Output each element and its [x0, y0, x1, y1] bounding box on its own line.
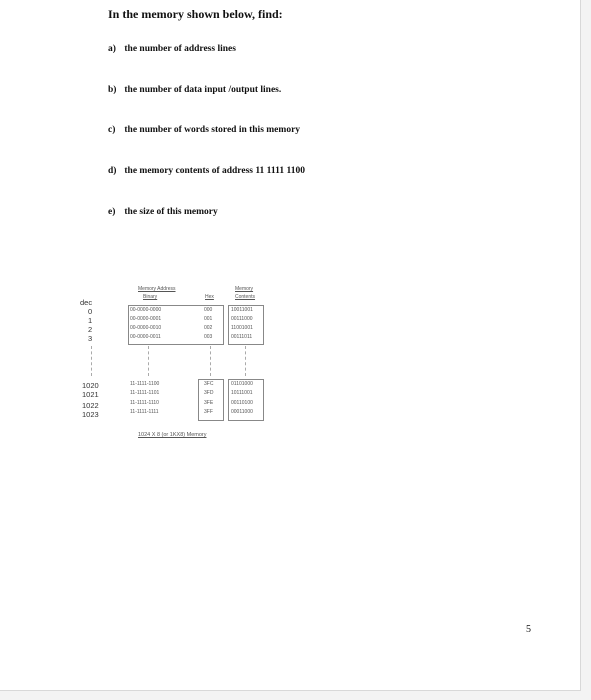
- question-text: the size of this memory: [124, 207, 218, 217]
- problem-heading: In the memory shown below, find:: [108, 7, 283, 21]
- hex-address: 3FF: [204, 409, 213, 415]
- dec-value: 2: [88, 325, 93, 334]
- binary-address: 00-0000-0001: [130, 316, 162, 322]
- memory-figure: [80, 286, 280, 446]
- question-label: b): [108, 85, 117, 95]
- ellipsis-line: [210, 346, 211, 376]
- dec-value: 1023: [82, 410, 99, 419]
- question-text: the number of data input /output lines.: [124, 85, 282, 95]
- binary-address: 11-1111-1101: [130, 390, 160, 396]
- question-text: the memory contents of address 11 1111 1100: [124, 166, 305, 176]
- dec-header: dec: [80, 298, 93, 307]
- question-text: the number of words stored in this memory: [124, 125, 301, 135]
- question-label: d): [108, 166, 117, 176]
- memory-contents: 00110100: [231, 400, 253, 406]
- binary-address: 11-1111-1111: [130, 409, 159, 415]
- question-c: [108, 125, 300, 135]
- hex-header: Hex: [205, 294, 214, 300]
- question-text: the number of address lines: [124, 44, 236, 54]
- memory-contents: 01101000: [231, 381, 253, 387]
- dec-value: 1: [88, 316, 93, 325]
- dec-value: 3: [88, 334, 93, 343]
- ellipsis-line: [245, 346, 246, 376]
- memory-contents: 00011000: [231, 409, 253, 415]
- question-b: [108, 85, 281, 95]
- question-label: a): [108, 44, 116, 54]
- binary-address: 00-0000-0011: [130, 334, 161, 340]
- hex-address: 001: [204, 316, 213, 322]
- hex-address: 003: [204, 334, 213, 340]
- binary-address: 00-0000-0000: [130, 307, 162, 313]
- binary-header: Binary: [143, 294, 158, 300]
- ellipsis-line: [148, 346, 149, 376]
- memory-contents: 10011001: [231, 307, 253, 313]
- dec-value: 1020: [82, 381, 99, 390]
- question-a: [108, 44, 236, 54]
- figure-caption: 1024 X 8 (or 1KX8) Memory: [138, 432, 207, 438]
- question-d: [108, 166, 305, 176]
- memory-contents: 00111011: [231, 334, 253, 340]
- question-e: [108, 207, 218, 217]
- memory-address-header: Memory Address: [138, 286, 176, 292]
- ellipsis-line: [91, 346, 92, 376]
- hex-address: 3FC: [204, 381, 214, 387]
- binary-address: 11-1111-1110: [130, 400, 159, 406]
- hex-address: 000: [204, 307, 213, 313]
- question-label: c): [108, 125, 116, 135]
- hex-address: 002: [204, 325, 213, 331]
- memory-contents: 00111000: [231, 316, 253, 322]
- contents-header: Contents: [235, 294, 256, 300]
- binary-address: 00-0000-0010: [130, 325, 162, 331]
- memory-contents: 10111001: [231, 390, 253, 396]
- hex-address: 3FE: [204, 400, 214, 406]
- viewer-bottom-margin: [0, 691, 591, 700]
- page-number: 5: [526, 624, 531, 635]
- viewer-side-margin: [581, 0, 591, 700]
- binary-address: 11-1111-1100: [130, 381, 160, 387]
- dec-value: 1022: [82, 401, 99, 410]
- question-label: e): [108, 207, 116, 217]
- memory-header: Memory: [235, 286, 254, 292]
- hex-address: 3FD: [204, 390, 214, 396]
- dec-value: 1021: [82, 390, 99, 399]
- memory-contents: 11001001: [231, 325, 253, 331]
- dec-value: 0: [88, 307, 93, 316]
